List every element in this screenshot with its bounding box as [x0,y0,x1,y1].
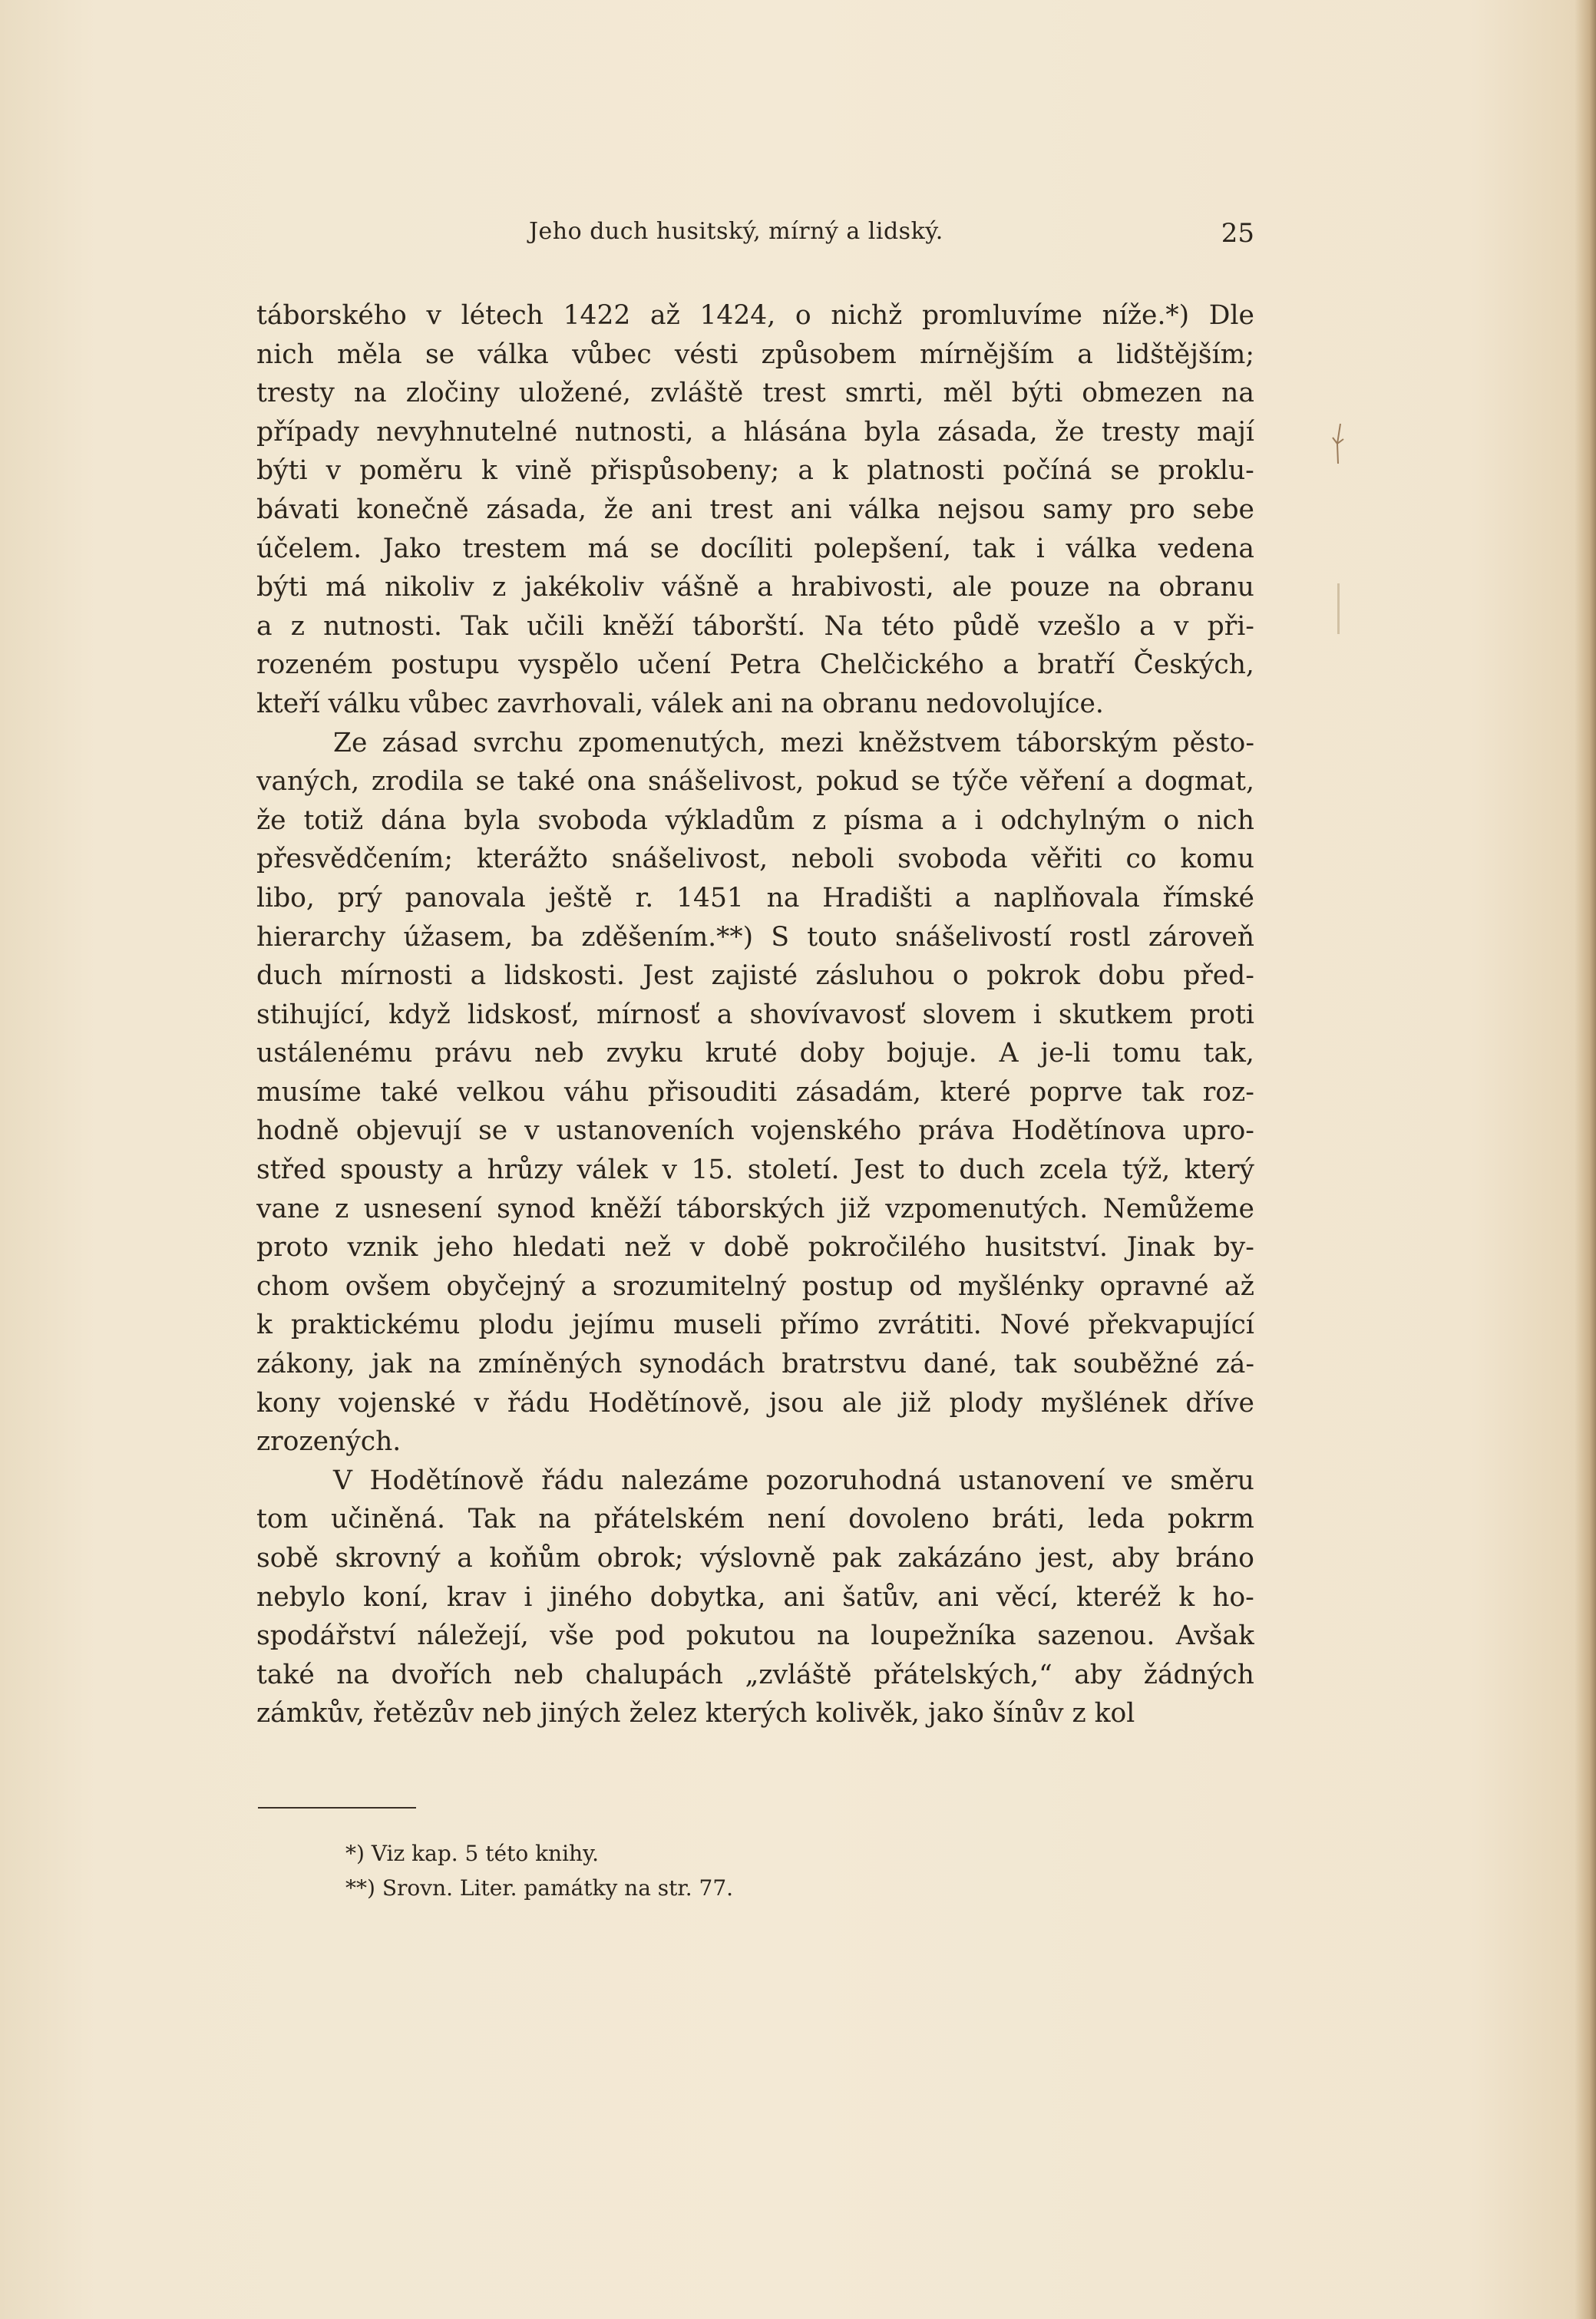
page-number: 25 [1221,218,1254,249]
text-line: případy nevyhnutelné nutnosti, a hlásána byla zásada, že tresty mají [256,416,1254,448]
text-line: musíme také velkou váhu přisouditi zásadám, které poprve tak roz- [256,1076,1254,1108]
text-line: k praktickému plodu jejímu museli přímo zvrátiti. Nové překvapující [256,1310,1254,1341]
text-line: střed spousty a hrůzy válek v 15. století. Jest to duch zcela týž, který [256,1155,1254,1186]
text-line: kony vojenské v řádu Hodětínově, jsou ale již plody myšlének dříve [256,1387,1254,1419]
text-line: Ze zásad svrchu zpomenutých, mezi kněžstvem táborským pěsto- [333,727,1254,758]
text-line: nich měla se válka vůbec vésti způsobem mírnějším a lidštějším; [256,339,1254,370]
text-line: chom ovšem obyčejný a srozumitelný postup od myšlénky opravné až [256,1270,1254,1302]
text-line: býti má nikoliv z jakékoliv vášně a hrabivosti, ale pouze na obranu [256,572,1254,603]
text-line: vane z usnesení synod kněží táborských již vzpomenutých. Nemůžeme [256,1193,1254,1224]
text-line: hodně objevují se v ustanoveních vojenského práva Hodětínova upro- [256,1115,1254,1147]
footnote-2: **) Srovn. Liter. památky na str. 77. [345,1875,734,1901]
text-line: účelem. Jako trestem má se docíliti polepšení, tak i válka vedena [256,533,1254,564]
text-line: spodářství náležejí, vše pod pokutou na loupežníka sazenou. Avšak [256,1620,1254,1652]
text-line: že totiž dána byla svoboda výkladům z písma a i odchylným o nich [256,804,1254,836]
body-text [256,296,1254,1733]
footnote-1: *) Viz kap. 5 této knihy. [345,1841,600,1866]
text-line: také na dvořích neb chalupách „zvláště přátelských,“ aby žádných [256,1659,1254,1690]
footnotes [345,1836,1036,1905]
text-line: bávati konečně zásada, že ani trest ani válka nejsou samy pro sebe [256,494,1254,525]
text-line: nebylo koní, krav i jiného dobytka, ani šatův, ani věcí, kteréž k ho- [256,1581,1254,1613]
text-line: sobě skrovný a koňům obrok; výslovně pak zakázáno jest, aby bráno [256,1543,1254,1574]
text-line: táborského v létech 1422 až 1424, o nichž promluvíme níže.*) Dle [256,300,1254,331]
text-line: tom učiněná. Tak na přátelském není dovoleno bráti, leda pokrm [256,1504,1254,1535]
page-header [256,218,1254,256]
running-title: Jeho duch husitský, mírný a lidský. [529,218,943,245]
text-line: stihující, když lidskosť, mírnosť a shovívavosť slovem i skutkem proti [256,999,1254,1030]
footnote-rule [258,1807,416,1809]
text-line: V Hodětínově řádu nalezáme pozoruhodná ustanovení ve směru [333,1465,1254,1496]
text-line: tresty na zločiny uložené, zvláště trest smrti, měl býti obmezen na [256,378,1254,409]
text-line: duch mírnosti a lidskosti. Jest zajisté zásluhou o pokrok dobu před- [256,960,1254,992]
page-edge-shadow [1575,0,1596,2319]
text-line: a z nutnosti. Tak učili kněží táborští. Na této půdě vzešlo a v při- [256,610,1254,642]
text-line: kteří válku vůbec zavrhovali, válek ani na obranu nedovolujíce. [256,688,1104,719]
text-line: vaných, zrodila se také ona snášelivost, pokud se týče věření a dogmat, [256,766,1254,798]
text-line: přesvědčením; kterážto snášelivost, neboli svoboda věřiti co komu [256,844,1254,875]
pencil-margin-mark [1328,421,1351,467]
text-line: hierarchy úžasem, ba zděšením.**) S touto snášelivostí rostl zároveň [256,921,1254,953]
margin-line-mark [1337,583,1340,634]
text-line: zámkův, řetězův neb jiných želez kterých kolivěk, jako šínův z kol [256,1698,1135,1729]
text-line: zrozených. [256,1426,401,1458]
text-line: libo, prý panovala ještě r. 1451 na Hradišti a naplňovala římské [256,882,1254,913]
text-line: ustálenému právu neb zvyku kruté doby bojuje. A je-li tomu tak, [256,1038,1254,1069]
text-line: býti v poměru k vině přispůsobeny; a k platnosti počíná se proklu- [256,455,1254,487]
text-line: rozeném postupu vyspělo učení Petra Chelčického a bratří Českých, [256,649,1254,681]
text-line: zákony, jak na zmíněných synodách bratrstvu dané, tak souběžné zá- [256,1349,1254,1380]
text-line: proto vznik jeho hledati než v době pokročilého husitství. Jinak by- [256,1232,1254,1264]
